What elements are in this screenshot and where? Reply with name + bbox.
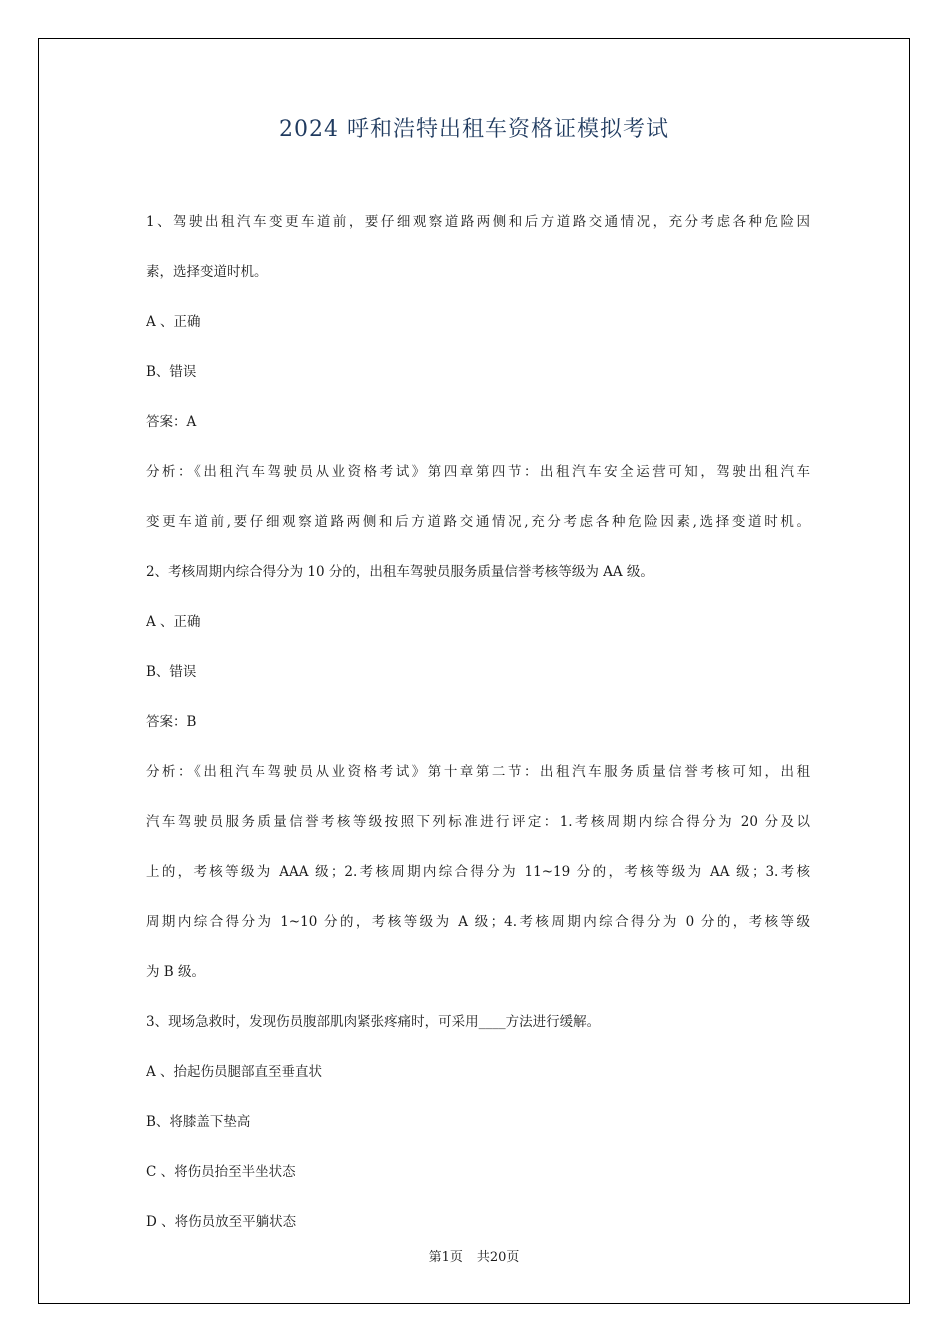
- document-title: 2024 呼和浩特出租车资格证模拟考试: [279, 117, 669, 142]
- question-2-option-a: A 、正确: [146, 614, 201, 630]
- question-2-analysis-line-4: 周期内综合得分为 1~10 分的，考核等级为 A 级；4.考核周期内综合得分为 0 分的，考核等级: [146, 914, 810, 930]
- question-3-option-a: A 、抬起伤员腿部直至垂直状: [146, 1064, 323, 1080]
- question-3-option-d: D 、将伤员放至平躺状态: [146, 1214, 297, 1230]
- question-2-analysis-line-5: 为 B 级。: [146, 964, 206, 980]
- question-2-answer: 答案：B: [146, 714, 197, 730]
- document-body: [146, 197, 810, 1247]
- question-2-option-b: B、错误: [146, 664, 197, 680]
- page-total: 共20页: [476, 1250, 520, 1265]
- question-1-text-line-1: 1、驾驶出租汽车变更车道前，要仔细观察道路两侧和后方道路交通情况，充分考虑各种危险因: [146, 214, 810, 230]
- page-number: 第1页: [428, 1250, 463, 1265]
- question-3-text: 3、现场急救时，发现伤员腹部肌肉紧张疼痛时，可采用____方法进行缓解。: [146, 1014, 601, 1030]
- question-1-analysis-line-2: 变更车道前,要仔细观察道路两侧和后方道路交通情况,充分考虑各种危险因素,选择变道时机。: [146, 514, 810, 530]
- question-3-option-b: B、将膝盖下垫高: [146, 1114, 251, 1130]
- page-footer: [38, 1248, 910, 1268]
- question-2-analysis-line-1: 分析：《出租汽车驾驶员从业资格考试》第十章第二节：出租汽车服务质量信誉考核可知，出租: [146, 764, 810, 780]
- question-1-option-b: B、错误: [146, 364, 197, 380]
- question-1-text-line-2: 素，选择变道时机。: [146, 264, 268, 280]
- question-3-option-c: C 、将伤员抬至半坐状态: [146, 1164, 296, 1180]
- question-1-option-a: A 、正确: [146, 314, 201, 330]
- question-2-text: 2、考核周期内综合得分为 10 分的，出租车驾驶员服务质量信誉考核等级为 AA 级。: [146, 564, 654, 580]
- question-1-answer: 答案：A: [146, 414, 197, 430]
- question-1-analysis-line-1: 分析：《出租汽车驾驶员从业资格考试》第四章第四节：出租汽车安全运营可知，驾驶出租汽车: [146, 464, 810, 480]
- question-2-analysis-line-3: 上的，考核等级为 AAA 级；2.考核周期内综合得分为 11~19 分的，考核等级为 AA 级；3.考核: [146, 864, 810, 880]
- question-2-analysis-line-2: 汽车驾驶员服务质量信誉考核等级按照下列标准进行评定：1.考核周期内综合得分为 20 分及以: [146, 814, 810, 830]
